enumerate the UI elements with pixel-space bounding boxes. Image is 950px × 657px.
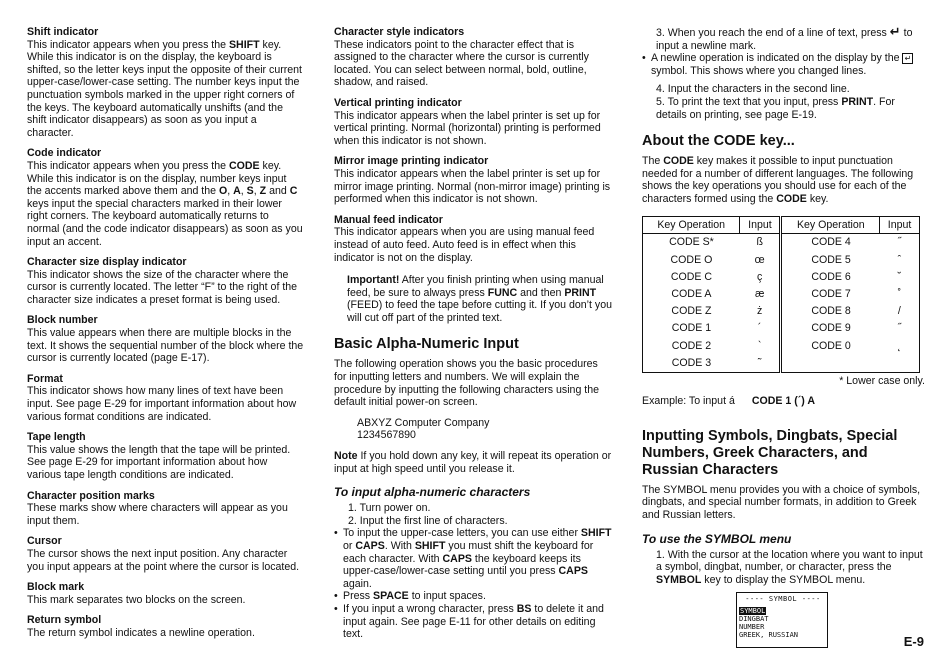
section-block-number bbox=[27, 314, 304, 364]
table-cell: ˘ bbox=[880, 269, 920, 286]
column-left bbox=[27, 26, 304, 648]
table-row bbox=[643, 234, 920, 252]
lcd-item: DINGBAT bbox=[739, 615, 769, 624]
table-cell: ˝ bbox=[880, 320, 920, 337]
section-body: This value shows the length that the tape will be printed. See page E-29 for important information about how various tape length conditions are indicated. bbox=[27, 443, 291, 481]
section-heading: Manual feed indicator bbox=[334, 213, 443, 226]
lcd-item: NUMBER bbox=[739, 623, 765, 632]
section-mirror-image-printing-indicator bbox=[334, 155, 612, 205]
section-heading: Block mark bbox=[27, 581, 85, 594]
basic-input-heading: Basic Alpha-Numeric Input bbox=[334, 336, 519, 353]
section-character-style-indicators bbox=[334, 26, 612, 89]
section-heading: Cursor bbox=[27, 535, 62, 548]
table-cell: ç bbox=[740, 269, 781, 286]
table-cell: ˜ bbox=[740, 354, 781, 372]
sample-line-1: ABXYZ Computer Company bbox=[357, 416, 490, 429]
table-row bbox=[643, 286, 920, 303]
section-heading: Vertical printing indicator bbox=[334, 96, 462, 109]
table-cell: CODE 7 bbox=[811, 287, 851, 300]
section-heading: Character style indicators bbox=[334, 26, 465, 38]
section-tape-length bbox=[27, 431, 304, 481]
section-heading: Code indicator bbox=[27, 147, 102, 160]
table-cell: ß bbox=[740, 234, 781, 252]
table-cell: œ bbox=[740, 251, 781, 268]
table-row bbox=[643, 269, 920, 286]
table-cell bbox=[880, 354, 920, 372]
section-body: This indicator appears when you are using manual feed instead of auto feed. Auto feed is in effect when this indicator is not on the display. bbox=[334, 226, 595, 264]
section-body: This indicator shows the size of the character where the cursor is currently located. The letter “F” to the right of the character size indicates a preset format is being used. bbox=[27, 268, 298, 306]
basic-input-intro: The following operation shows you the basic procedures for inputting letters and numbers. We will explain the procedure by inputting the following characters using the default initial power-on screen. bbox=[334, 358, 600, 409]
table-cell: CODE 6 bbox=[811, 270, 851, 283]
code-example: Example: To input á CODE 1 (´) A bbox=[642, 395, 815, 408]
important-note: Important! After you finish printing when using manual feed, be sure to always press FUNC and then PRINT (FEED) to feed the tape before cutting it. If you don’t you will cut off part of the printed text. bbox=[347, 274, 612, 324]
section-heading: Block number bbox=[27, 314, 98, 327]
table-cell: CODE 8 bbox=[811, 305, 851, 318]
lcd-title: ---- SYMBOL ---- bbox=[745, 595, 821, 604]
column-middle bbox=[334, 26, 612, 641]
alpha-input-heading: To input alpha-numeric characters bbox=[334, 485, 531, 500]
bullet-item: • Press SPACE to input spaces. bbox=[334, 590, 612, 603]
table-row bbox=[643, 320, 920, 337]
table-row bbox=[643, 303, 920, 320]
section-body: This indicator appears when you press the CODE key. While this indicator is on the display, number keys input the accents marked above them and the O, A, S, Z and C keys input the special characters marked in their lower right corners. The keyboard automatically returns to normal (and the code indicator disappears) as soon as you input an accent. bbox=[27, 159, 303, 248]
symbols-heading: Inputting Symbols, Dingbats, Special Numbers, Greek Characters, and Russian Characters bbox=[642, 427, 898, 478]
column-right bbox=[642, 26, 925, 648]
table-row bbox=[643, 354, 920, 372]
section-body: The return symbol indicates a newline operation. bbox=[27, 626, 255, 639]
section-vertical-printing-indicator bbox=[334, 97, 612, 147]
table-cell: ´ bbox=[740, 320, 781, 337]
section-body: This indicator shows how many lines of text have been input. See page E-29 for important information about how various format conditions are indicated. bbox=[27, 385, 297, 423]
table-header: Input bbox=[740, 216, 781, 234]
step-item: 3. When you reach the end of a line of text, press ↵ to input a newline mark. bbox=[656, 24, 913, 52]
step-item: 5. To print the text that you input, press PRINT. For details on printing, see page E-19. bbox=[656, 95, 895, 121]
table-cell: / bbox=[880, 303, 920, 320]
table-cell: ` bbox=[740, 337, 781, 354]
section-cursor bbox=[27, 535, 304, 573]
table-cell: ż bbox=[740, 303, 781, 320]
symbol-menu-display bbox=[736, 592, 828, 648]
symbol-steps bbox=[642, 549, 925, 587]
table-cell: CODE 5 bbox=[811, 253, 851, 266]
section-format bbox=[27, 373, 304, 423]
section-heading: Tape length bbox=[27, 431, 86, 444]
indicator-sections bbox=[334, 26, 612, 264]
table-cell bbox=[781, 354, 880, 372]
code-key-heading: About the CODE key... bbox=[642, 133, 795, 150]
table-cell: CODE 2 bbox=[643, 337, 740, 354]
section-character-size-display-indicator bbox=[27, 256, 304, 306]
symbols-intro: The SYMBOL menu provides you with a choice of symbols, dingbats, and special number formats, in addition to Greek and Russian letters. bbox=[642, 483, 921, 521]
table-cell: CODE Z bbox=[643, 303, 740, 320]
section-heading: Shift indicator bbox=[27, 26, 99, 38]
table-cell: CODE 0 bbox=[811, 339, 851, 352]
table-cell: CODE 3 bbox=[643, 354, 740, 372]
newline-mark-icon: ↵ bbox=[902, 53, 913, 64]
table-cell: ˛ bbox=[880, 337, 920, 354]
table-header: Input bbox=[880, 216, 920, 234]
table-row bbox=[643, 251, 920, 268]
alpha-bullets bbox=[334, 527, 612, 640]
newline-bullet bbox=[642, 52, 925, 77]
section-heading: Character position marks bbox=[27, 489, 155, 502]
table-header: Key Operation bbox=[781, 216, 880, 234]
bullet-item: • To input the upper-case letters, you can use either SHIFT or CAPS. With SHIFT you must shift the keyboard for each character. With CAPS the keyboard keeps its upper-case/lower-case setting until you press CAPS again. bbox=[334, 527, 612, 590]
section-character-position-marks bbox=[27, 490, 304, 528]
code-key-intro: The CODE key makes it possible to input punctuation needed for a number of different languages. The following shows the key operations you should use for each of the characters formed using the CODE key. bbox=[642, 155, 914, 205]
lcd-item-selected: SYMBOL bbox=[740, 607, 766, 616]
sample-line-2: 1234567890 bbox=[357, 429, 416, 442]
section-body: This indicator appears when the label printer is set up for vertical printing. Normal (horizontal) printing is performed when this indicator is not shown. bbox=[334, 109, 601, 147]
table-cell: CODE 1 bbox=[643, 320, 740, 337]
section-code-indicator bbox=[27, 147, 304, 248]
section-heading: Format bbox=[27, 372, 63, 385]
table-footnote: * Lower case only. bbox=[839, 374, 925, 387]
table-cell: ˝ bbox=[880, 234, 920, 252]
table-cell: CODE S* bbox=[643, 234, 740, 252]
section-heading: Return symbol bbox=[27, 614, 102, 627]
table-cell: CODE 4 bbox=[811, 236, 851, 249]
table-cell: ˆ bbox=[880, 251, 920, 268]
table-cell: CODE 9 bbox=[811, 322, 851, 335]
repeat-note: Note If you hold down any key, it will repeat its operation or input at high speed until you release it. bbox=[334, 450, 612, 475]
bullet-item: • A newline operation is indicated on the display by the ↵ symbol. This shows where you changed lines. bbox=[642, 52, 925, 77]
section-shift-indicator bbox=[27, 26, 304, 139]
section-body: The cursor shows the next input position. Any character you input appears at the point where the cursor is located. bbox=[27, 547, 300, 573]
step-item: 2. Input the first line of characters. bbox=[348, 514, 508, 527]
section-manual-feed-indicator bbox=[334, 214, 612, 264]
symbol-menu-heading: To use the SYMBOL menu bbox=[642, 531, 792, 546]
alpha-steps bbox=[334, 502, 612, 527]
section-body: This indicator appears when the label printer is set up for mirror image printing. Normal (non-mirror image) printing is performed when this indicator is not shown. bbox=[334, 167, 611, 206]
section-block-mark bbox=[27, 581, 304, 606]
table-cell: CODE O bbox=[643, 251, 740, 268]
step-item: 1. Turn power on. bbox=[348, 502, 431, 515]
section-body: These marks show where characters will appear as you input them. bbox=[27, 502, 288, 527]
code-key-table bbox=[642, 216, 920, 373]
final-steps bbox=[642, 83, 925, 121]
section-heading: Character size display indicator bbox=[27, 256, 187, 269]
section-return-symbol bbox=[27, 614, 304, 639]
bullet-item: • If you input a wrong character, press BS to delete it and input again. See page E-11 for other details on editing text. bbox=[334, 603, 612, 641]
table-cell: ˚ bbox=[880, 286, 920, 303]
table-cell: CODE C bbox=[643, 269, 740, 286]
table-header: Key Operation bbox=[643, 216, 740, 234]
table-cell: CODE A bbox=[643, 286, 740, 303]
continued-steps bbox=[642, 26, 925, 52]
lcd-item: GREEK, RUSSIAN bbox=[739, 631, 799, 640]
section-body: This mark separates two blocks on the screen. bbox=[27, 593, 246, 606]
sample-text bbox=[357, 417, 612, 442]
section-body: This indicator appears when you press the SHIFT key. While this indicator is on the display, the keyboard is shifted, so the letter keys input the opposite of their current upper-case/lower-case setting. The number keys input the punctuation symbols marked in the upper right corners of the keys. The keyboard automatically unshifts (and the shift indicator disappears) as soon as you input a character. bbox=[27, 38, 303, 139]
table-row bbox=[643, 337, 920, 354]
table-cell: æ bbox=[740, 286, 781, 303]
section-body: This value appears when there are multiple blocks in the text. It shows the sequential number of the block where the cursor is currently located (page E-17). bbox=[27, 327, 304, 365]
page-number: E-9 bbox=[903, 634, 924, 649]
step-item: 4. Input the characters in the second line. bbox=[656, 83, 850, 96]
section-body: These indicators point to the character effect that is assigned to the character where the cursor is currently located. You can select between normal, bold, outline, shadow, and raised. bbox=[334, 38, 589, 89]
step-item: 1. With the cursor at the location where you want to input a symbol, dingbat, number, or character, press the SYMBOL key to display the SYMBOL menu. bbox=[656, 548, 923, 586]
section-heading: Mirror image printing indicator bbox=[334, 155, 489, 168]
return-key-icon: ↵ bbox=[889, 24, 901, 39]
